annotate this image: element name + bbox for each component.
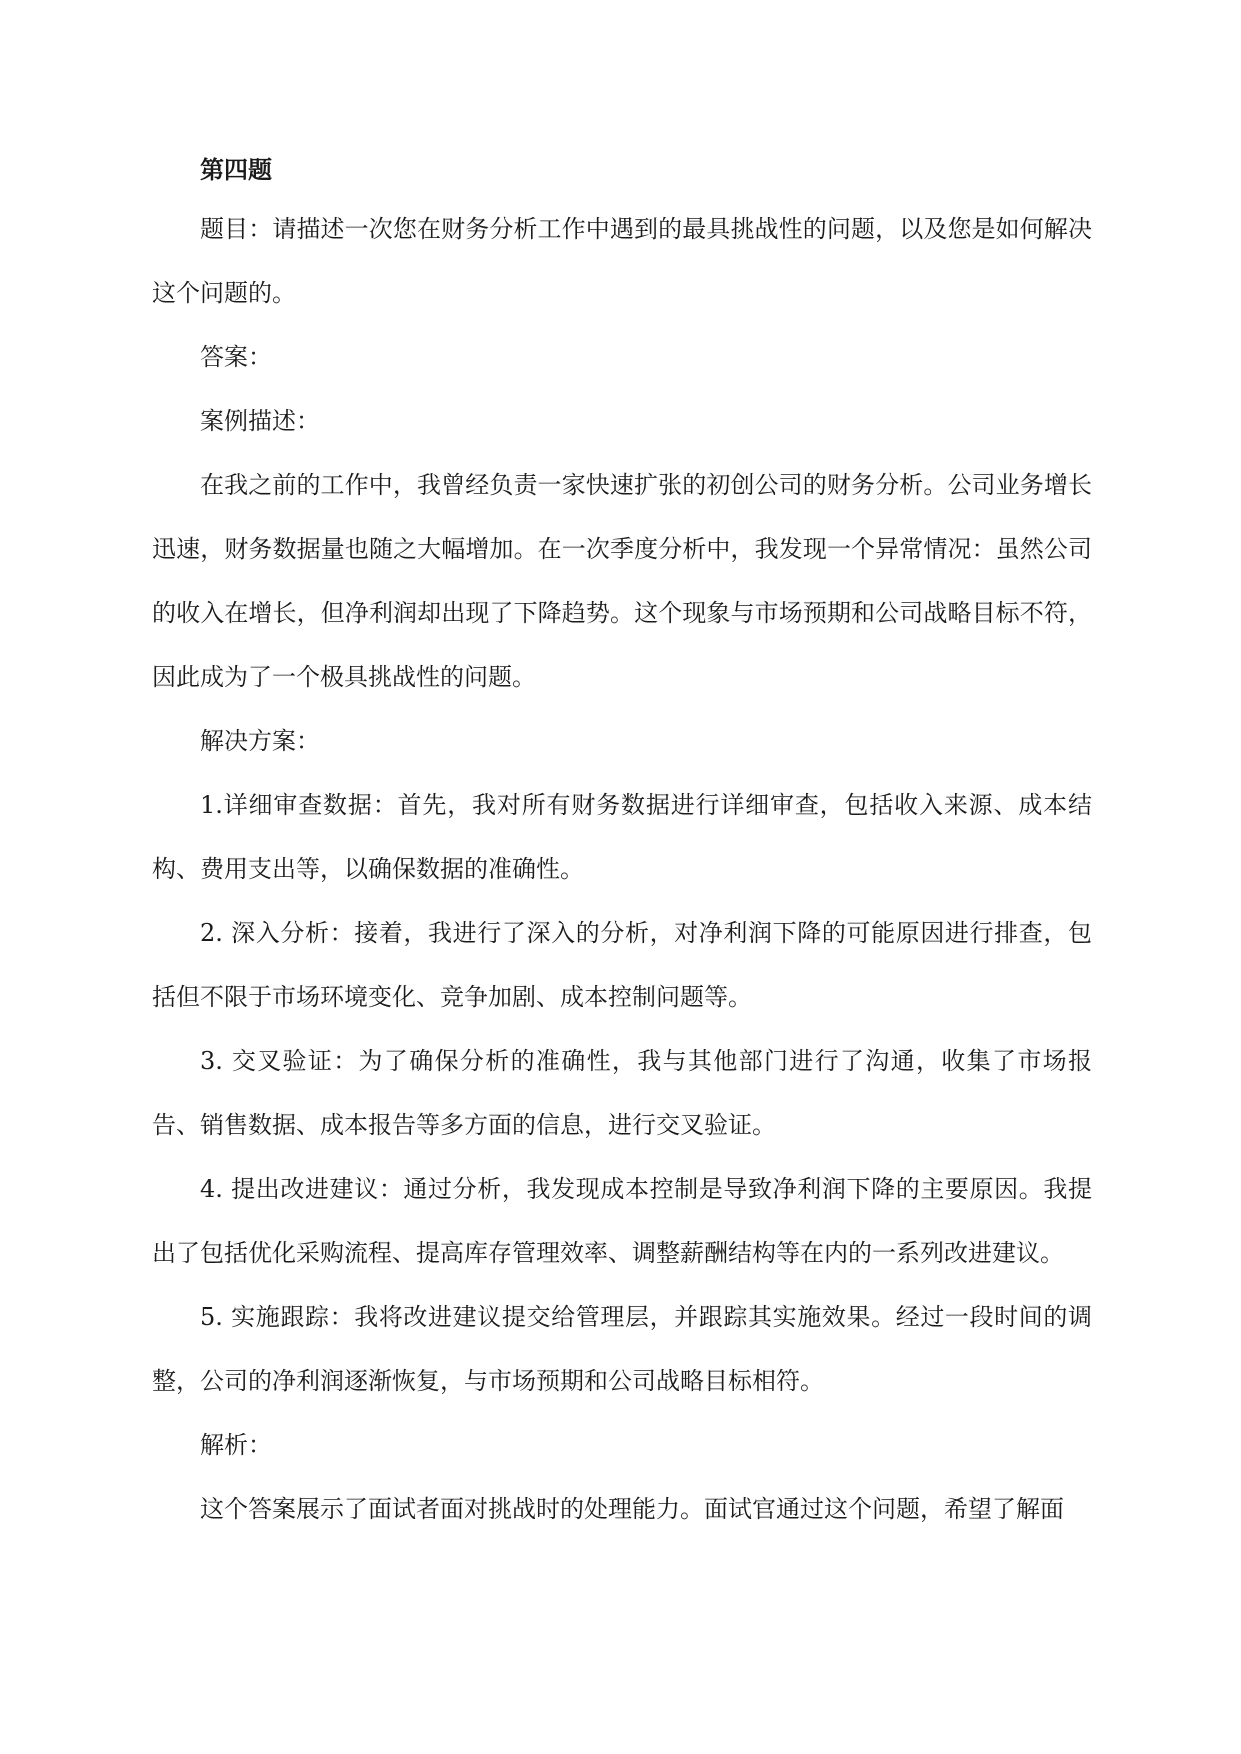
solution-step-3: 3. 交叉验证：为了确保分析的准确性，我与其他部门进行了沟通，收集了市场报告、销售数据、成本报告等多方面的信息，进行交叉验证。 [152,1047,1092,1139]
question-paragraph: 题目：请描述一次您在财务分析工作中遇到的最具挑战性的问题，以及您是如何解决这个问题的。 [152,215,1092,307]
solution-step-1: 1.详细审查数据：首先，我对所有财务数据进行详细审查，包括收入来源、成本结构、费用支出等，以确保数据的准确性。 [152,791,1092,883]
solution-label: 解决方案： [200,727,320,755]
analysis-label: 解析： [200,1431,272,1459]
solution-step-2: 2. 深入分析：接着，我进行了深入的分析，对净利润下降的可能原因进行排查，包括但不限于市场环境变化、竞争加剧、成本控制问题等。 [152,919,1092,1011]
solution-step-4: 4. 提出改进建议：通过分析，我发现成本控制是导致净利润下降的主要原因。我提出了包括优化采购流程、提高库存管理效率、调整薪酬结构等在内的一系列改进建议。 [152,1175,1092,1267]
analysis-paragraph: 这个答案展示了面试者面对挑战时的处理能力。面试官通过这个问题，希望了解面 [200,1495,1064,1523]
answer-label: 答案： [200,343,272,371]
solution-step-5: 5. 实施跟踪：我将改进建议提交给管理层，并跟踪其实施效果。经过一段时间的调整，公司的净利润逐渐恢复，与市场预期和公司战略目标相符。 [152,1303,1092,1395]
document-body [152,142,1092,1541]
case-description-label: 案例描述： [200,407,320,435]
case-description-paragraph: 在我之前的工作中，我曾经负责一家快速扩张的初创公司的财务分析。公司业务增长迅速，财务数据量也随之大幅增加。在一次季度分析中，我发现一个异常情况：虽然公司的收入在增长，但净利润却出现了下降趋势。这个现象与市场预期和公司战略目标不符，因此成为了一个极具挑战性的问题。 [152,471,1092,691]
section-heading: 第四题 [200,155,272,184]
